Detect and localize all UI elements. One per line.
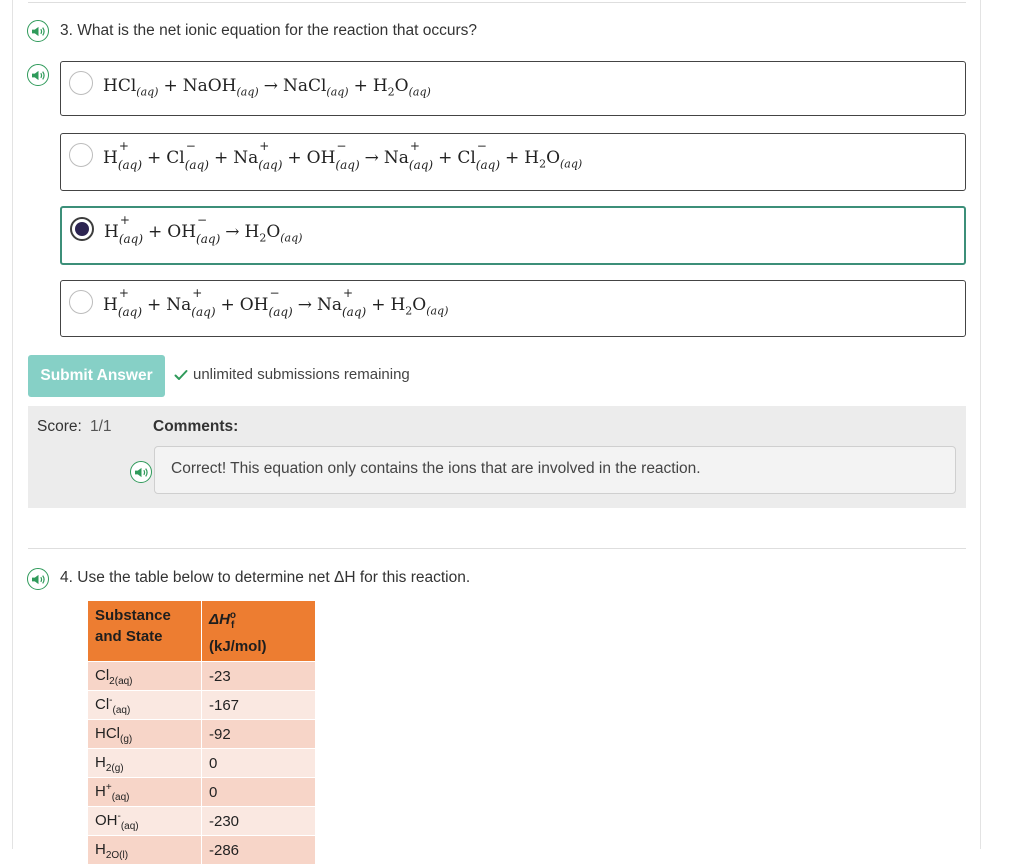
comment-text: Correct! This equation only contains the ions that are involved in the reaction. [171, 460, 701, 477]
speaker-icon[interactable] [27, 568, 49, 590]
submissions-remaining-text: unlimited submissions remaining [193, 366, 410, 383]
table-row [88, 691, 316, 720]
speaker-icon[interactable] [130, 461, 152, 483]
frame-left-border [12, 0, 13, 849]
radio-button-selected[interactable] [70, 217, 94, 241]
header-enthalpy: $\Delta H^o_f$ (kJ/mol) [202, 601, 316, 662]
substance-cell: $OH^-_{(aq)}$ [88, 807, 202, 836]
substance-cell: $H_{2O(l)}$ [88, 836, 202, 865]
question-3-number: 3. [60, 22, 73, 39]
speaker-icon[interactable] [27, 20, 49, 42]
enthalpy-value-cell: -23 [202, 662, 316, 691]
comment-box [154, 446, 956, 494]
answer-option-2[interactable] [60, 133, 966, 191]
question-3-prompt: What is the net ionic equation for the reaction that occurs? [77, 22, 478, 39]
top-divider [28, 2, 966, 3]
answer-option-3[interactable] [60, 206, 966, 265]
substance-cell: HCl$_{(g)}$ [88, 720, 202, 749]
score-panel [28, 406, 966, 508]
enthalpy-value-cell: 0 [202, 778, 316, 807]
answer-option-4[interactable] [60, 280, 966, 337]
enthalpy-value-cell: 0 [202, 749, 316, 778]
enthalpy-value-cell: -286 [202, 836, 316, 865]
radio-button[interactable] [69, 71, 93, 95]
table-row [88, 778, 316, 807]
equation-option-4: H + $_{(aq)}$ + Na + $_{(aq)}$ + OH − $_{(aq)}$ → Na + $_{(aq)} + H_2O_{(aq)}$ [103, 286, 449, 319]
enthalpy-table [87, 600, 316, 865]
score-value: 1/1 [90, 418, 112, 435]
question-3-text [60, 22, 477, 40]
score-label: Score: [37, 418, 82, 435]
speaker-icon[interactable] [27, 64, 49, 86]
frame-right-border [980, 0, 981, 849]
table-row [88, 720, 316, 749]
table-row [88, 836, 316, 865]
question-divider [28, 548, 966, 549]
radio-button[interactable] [69, 290, 93, 314]
equation-option-3: H + $_{(aq)}$ + OH − $_{(aq)} \to H_2O_{(aq)}$ [104, 213, 303, 246]
answer-option-1[interactable] [60, 61, 966, 116]
enthalpy-value-cell: -92 [202, 720, 316, 749]
radio-button[interactable] [69, 143, 93, 167]
table-row [88, 807, 316, 836]
substance-cell: $H_{2(g)}$ [88, 749, 202, 778]
substance-cell: $H^+_{(aq)}$ [88, 778, 202, 807]
question-4-number: 4. [60, 569, 73, 586]
substance-cell: $Cl_{2(aq)}$ [88, 662, 202, 691]
table-row [88, 662, 316, 691]
equation-option-1: HCl$_{(aq)}$ + NaOH$_{(aq)}$ → NaCl$_{(aq)}$ + $H_2O_{(aq)}$ [103, 76, 431, 99]
header-substance: Substance and State [88, 601, 202, 662]
comments-label: Comments: [153, 418, 239, 435]
enthalpy-value-cell: -167 [202, 691, 316, 720]
question-4-prompt: Use the table below to determine net ΔH for this reaction. [77, 569, 471, 586]
enthalpy-value-cell: -230 [202, 807, 316, 836]
checkmark-icon [174, 368, 188, 382]
equation-option-2: H + $_{(aq)}$ + Cl − $_{(aq)}$ + Na + $_{(aq)}$ + OH − $_{(aq)}$ → Na + $_{(aq)}$ + Cl − $_{(aq)} + H_2O_{(aq)}$ [103, 139, 583, 172]
submit-answer-button[interactable]: Submit Answer [28, 355, 165, 397]
table-row [88, 749, 316, 778]
substance-cell: $Cl^-_{(aq)}$ [88, 691, 202, 720]
question-4-text [60, 569, 470, 587]
table-header-row [88, 601, 316, 662]
